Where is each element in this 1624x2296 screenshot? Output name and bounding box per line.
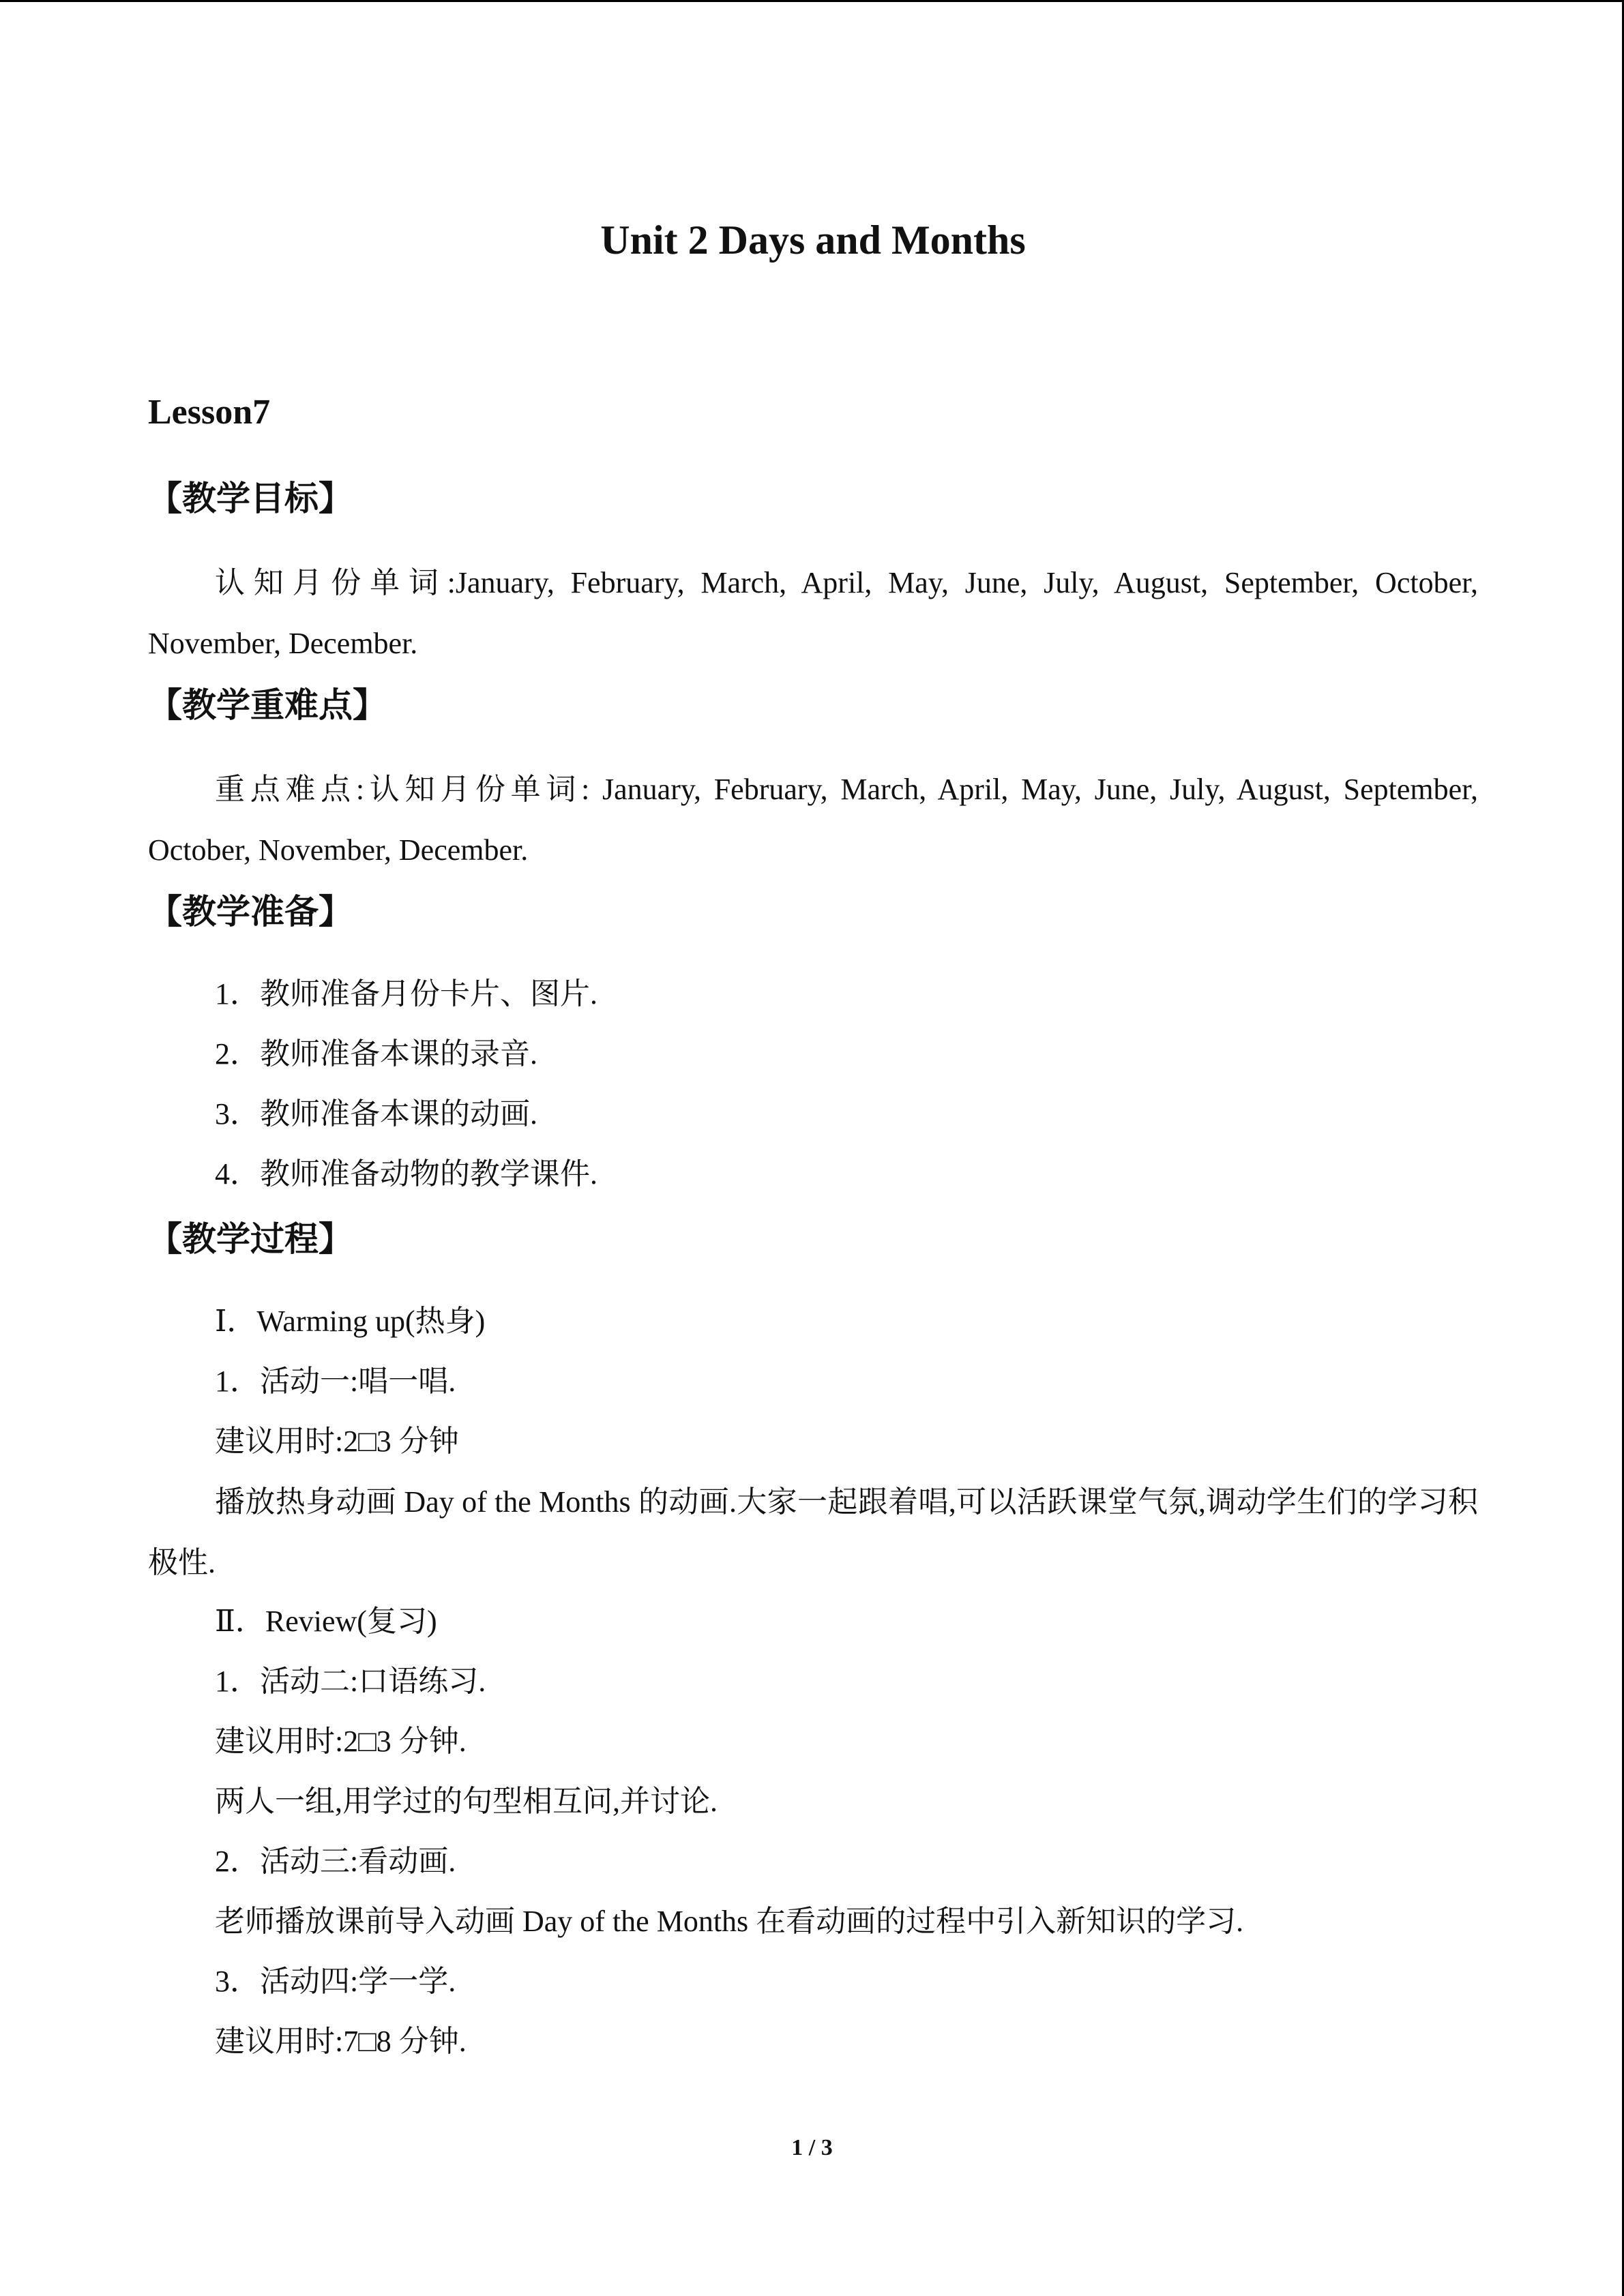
activity-2-title: 1．活动二:口语练习. <box>215 1665 486 1698</box>
preparation-item: 1．教师准备月份卡片、图片. <box>215 977 597 1011</box>
preparation-item: 4．教师准备动物的教学课件. <box>215 1157 597 1191</box>
activity-1-title: 1．活动一:唱一唱. <box>215 1365 456 1398</box>
activity-3-title: 2．活动三:看动画. <box>215 1845 456 1878</box>
preparation-item: 3．教师准备本课的动画. <box>215 1097 537 1131</box>
activity-2-time: 建议用时:2□3 分钟. <box>215 1725 467 1758</box>
warmup-title: Ⅰ．Warming up(热身) <box>215 1304 486 1338</box>
activity-4-title: 3．活动四:学一学. <box>215 1965 456 1998</box>
activity-2-description: 两人一组,用学过的句型相互问,并讨论. <box>215 1785 718 1818</box>
document-title: Unit 2 Days and Months <box>600 218 1026 263</box>
review-title: Ⅱ．Review(复习) <box>215 1605 437 1638</box>
key-points-paragraph: 重点难点:认知月份单词: January, February, March, April, May, June, July, August, September, October, November, December. <box>148 773 1478 867</box>
section-heading-preparation: 【教学准备】 <box>148 892 353 931</box>
page-top-border <box>0 0 1624 2</box>
activity-1-description: 播放热身动画 Day of the Months 的动画.大家一起跟着唱,可以活跃课堂气氛,调动学生们的学习积极性. <box>148 1485 1478 1579</box>
activity-4-time: 建议用时:7□8 分钟. <box>215 2025 467 2058</box>
section-heading-objectives: 【教学目标】 <box>148 479 353 518</box>
page-number: 1 / 3 <box>791 2135 833 2160</box>
lesson-heading: Lesson7 <box>148 393 271 432</box>
preparation-item: 2．教师准备本课的录音. <box>215 1037 537 1071</box>
section-heading-key-points: 【教学重难点】 <box>148 685 387 725</box>
section-heading-process: 【教学过程】 <box>148 1219 353 1259</box>
objectives-paragraph: 认知月份单词:January, February, March, April, May, June, July, August, September, October, November, December. <box>148 566 1478 660</box>
activity-1-time: 建议用时:2□3 分钟 <box>215 1425 459 1458</box>
activity-3-description: 老师播放课前导入动画 Day of the Months 在看动画的过程中引入新知识的学习. <box>215 1905 1244 1938</box>
